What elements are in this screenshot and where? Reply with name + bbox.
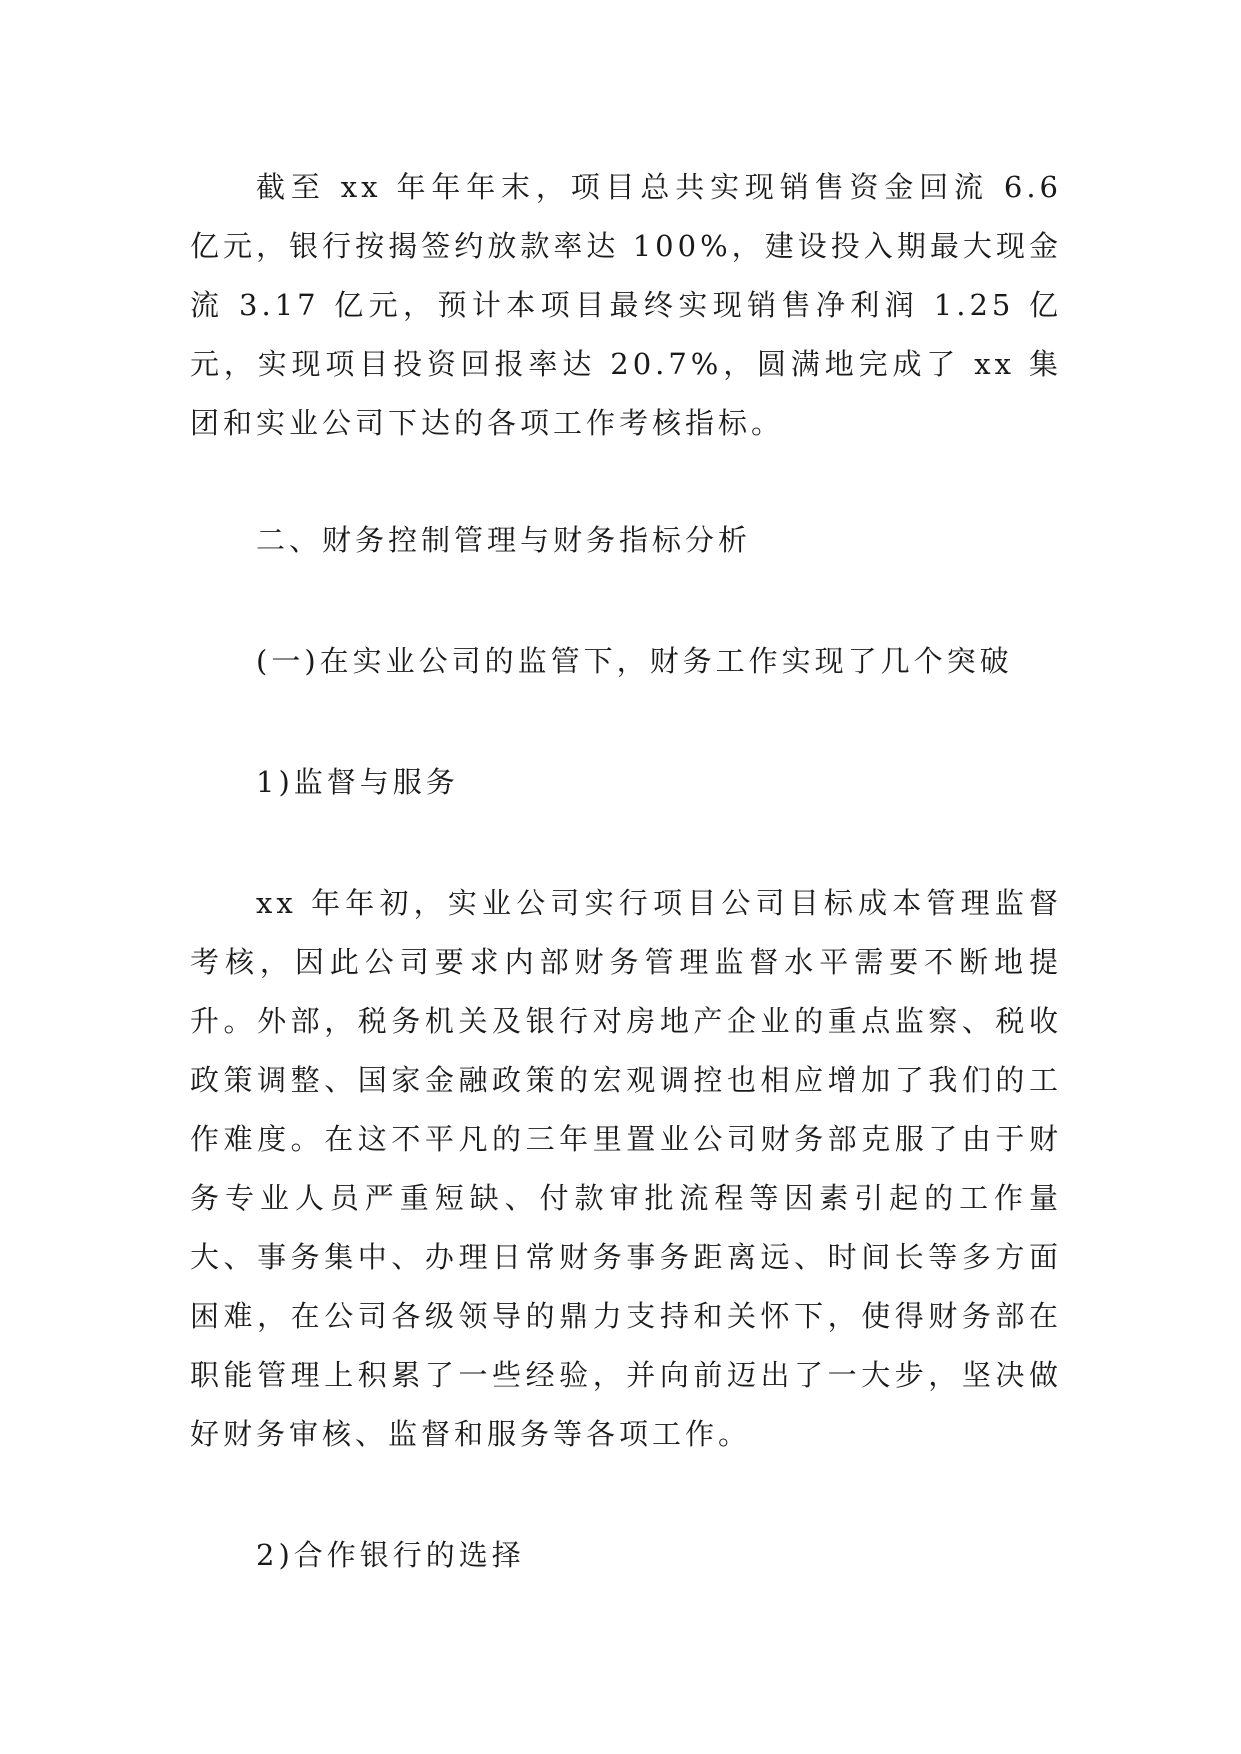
document-body [190, 158, 1062, 1585]
item-heading-2: 2)合作银行的选择 [256, 1538, 525, 1572]
section-heading: 二、财务控制管理与财务指标分析 [256, 523, 752, 557]
subsection-heading: (一)在实业公司的监管下，财务工作实现了几个突破 [256, 644, 1013, 678]
paragraph-supervision: xx 年年初，实业公司实行项目公司目标成本管理监督考核，因此公司要求内部财务管理监督水平需要不断地提升。外部，税务机关及银行对房地产企业的重点监察、税收政策调整、国家金融政策的宏观调控也相应增加了我们的工作难度。在这不平凡的三年里置业公司财务部克服了由于财务专业人员严重短缺、付款审批流程等因素引起的工作量大、事务集中、办理日常财务事务距离远、时间长等多方面困难，在公司各级领导的鼎力支持和关怀下，使得财务部在职能管理上积累了一些经验，并向前迈出了一大步，坚决做好财务审核、监督和服务等各项工作。 [190, 886, 1062, 1451]
item-heading-1: 1)监督与服务 [256, 765, 459, 799]
paragraph-summary: 截至 xx 年年年末，项目总共实现销售资金回流 6.6 亿元，银行按揭签约放款率达 100%，建设投入期最大现金流 3.17 亿元，预计本项目最终实现销售净利润 1.25 亿元，实现项目投资回报率达 20.7%，圆满地完成了 xx 集团和实业公司下达的各项工作考核指标。 [190, 170, 1062, 440]
